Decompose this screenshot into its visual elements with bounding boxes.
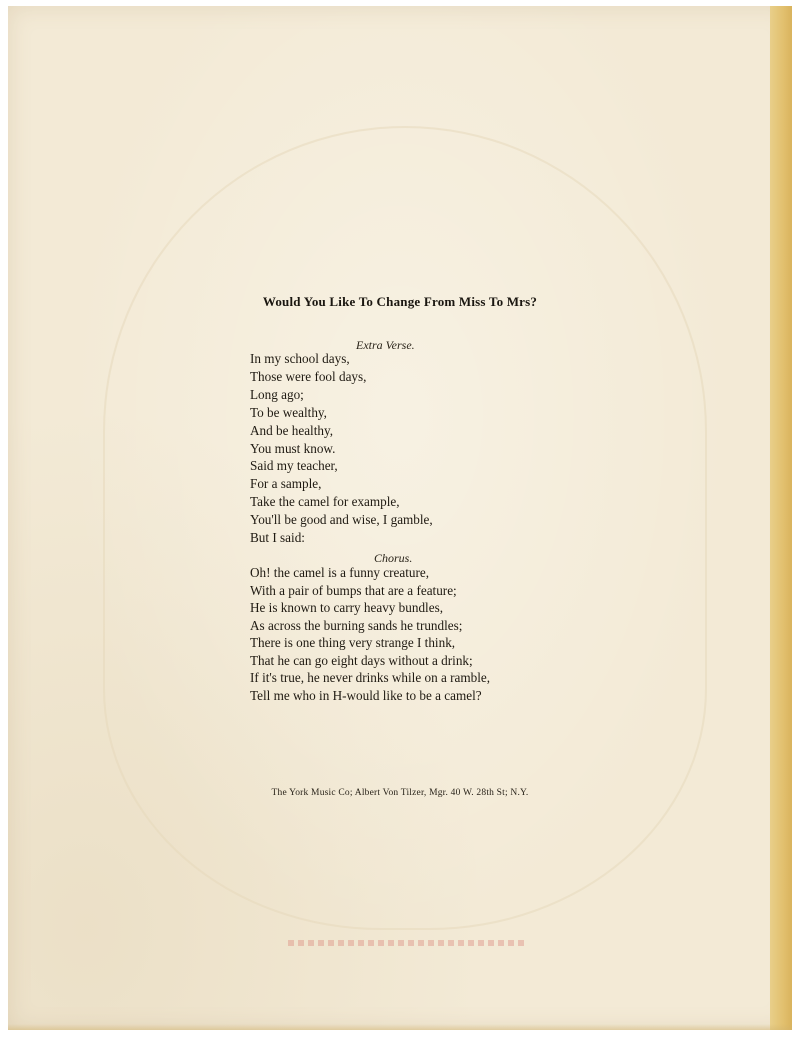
- verse-line: And be healthy,: [250, 422, 334, 438]
- verse-line: But I said:: [250, 530, 305, 546]
- verse-line: You must know.: [250, 440, 336, 456]
- extra-verse-lines: [250, 350, 433, 547]
- verse-line: You'll be good and wise, I gamble,: [250, 512, 433, 528]
- verse-line: Said my teacher,: [250, 458, 338, 474]
- chorus-line: If it's true, he never drinks while on a ramble,: [250, 670, 491, 685]
- chorus-line: As across the burning sands he trundles;: [250, 617, 463, 633]
- verse-line: In my school days,: [250, 351, 350, 366]
- song-title: Would You Like To Change From Miss To Mrs?: [262, 294, 538, 309]
- verse-line: Long ago;: [250, 386, 304, 402]
- publisher-imprint: The York Music Co; Albert Von Tilzer, Mgr. 40 W. 28th St; N.Y.: [271, 788, 529, 798]
- chorus-line: With a pair of bumps that are a feature;: [250, 582, 457, 598]
- page-bottom-edge: [8, 1024, 792, 1030]
- extra-verse-label: Extra Verse.: [356, 338, 415, 352]
- chorus-line: There is one thing very strange I think,: [250, 635, 456, 650]
- chorus-line: Tell me who in H-would like to be a camel?: [250, 687, 482, 703]
- sheet-music-page: [8, 6, 792, 1030]
- red-stamp-mark: [288, 940, 528, 946]
- verse-line: To be wealthy,: [250, 404, 327, 420]
- chorus-line: That he can go eight days without a drink;: [250, 652, 473, 668]
- page-binding-edge: [770, 6, 792, 1030]
- chorus-line: He is known to carry heavy bundles,: [250, 600, 444, 615]
- verse-line: Those were fool days,: [250, 368, 367, 384]
- chorus-label: Chorus.: [374, 551, 413, 565]
- chorus-line: Oh! the camel is a funny creature,: [250, 565, 430, 580]
- verse-line: Take the camel for example,: [250, 494, 400, 510]
- verse-line: For a sample,: [250, 476, 322, 492]
- chorus-lines: [250, 564, 490, 704]
